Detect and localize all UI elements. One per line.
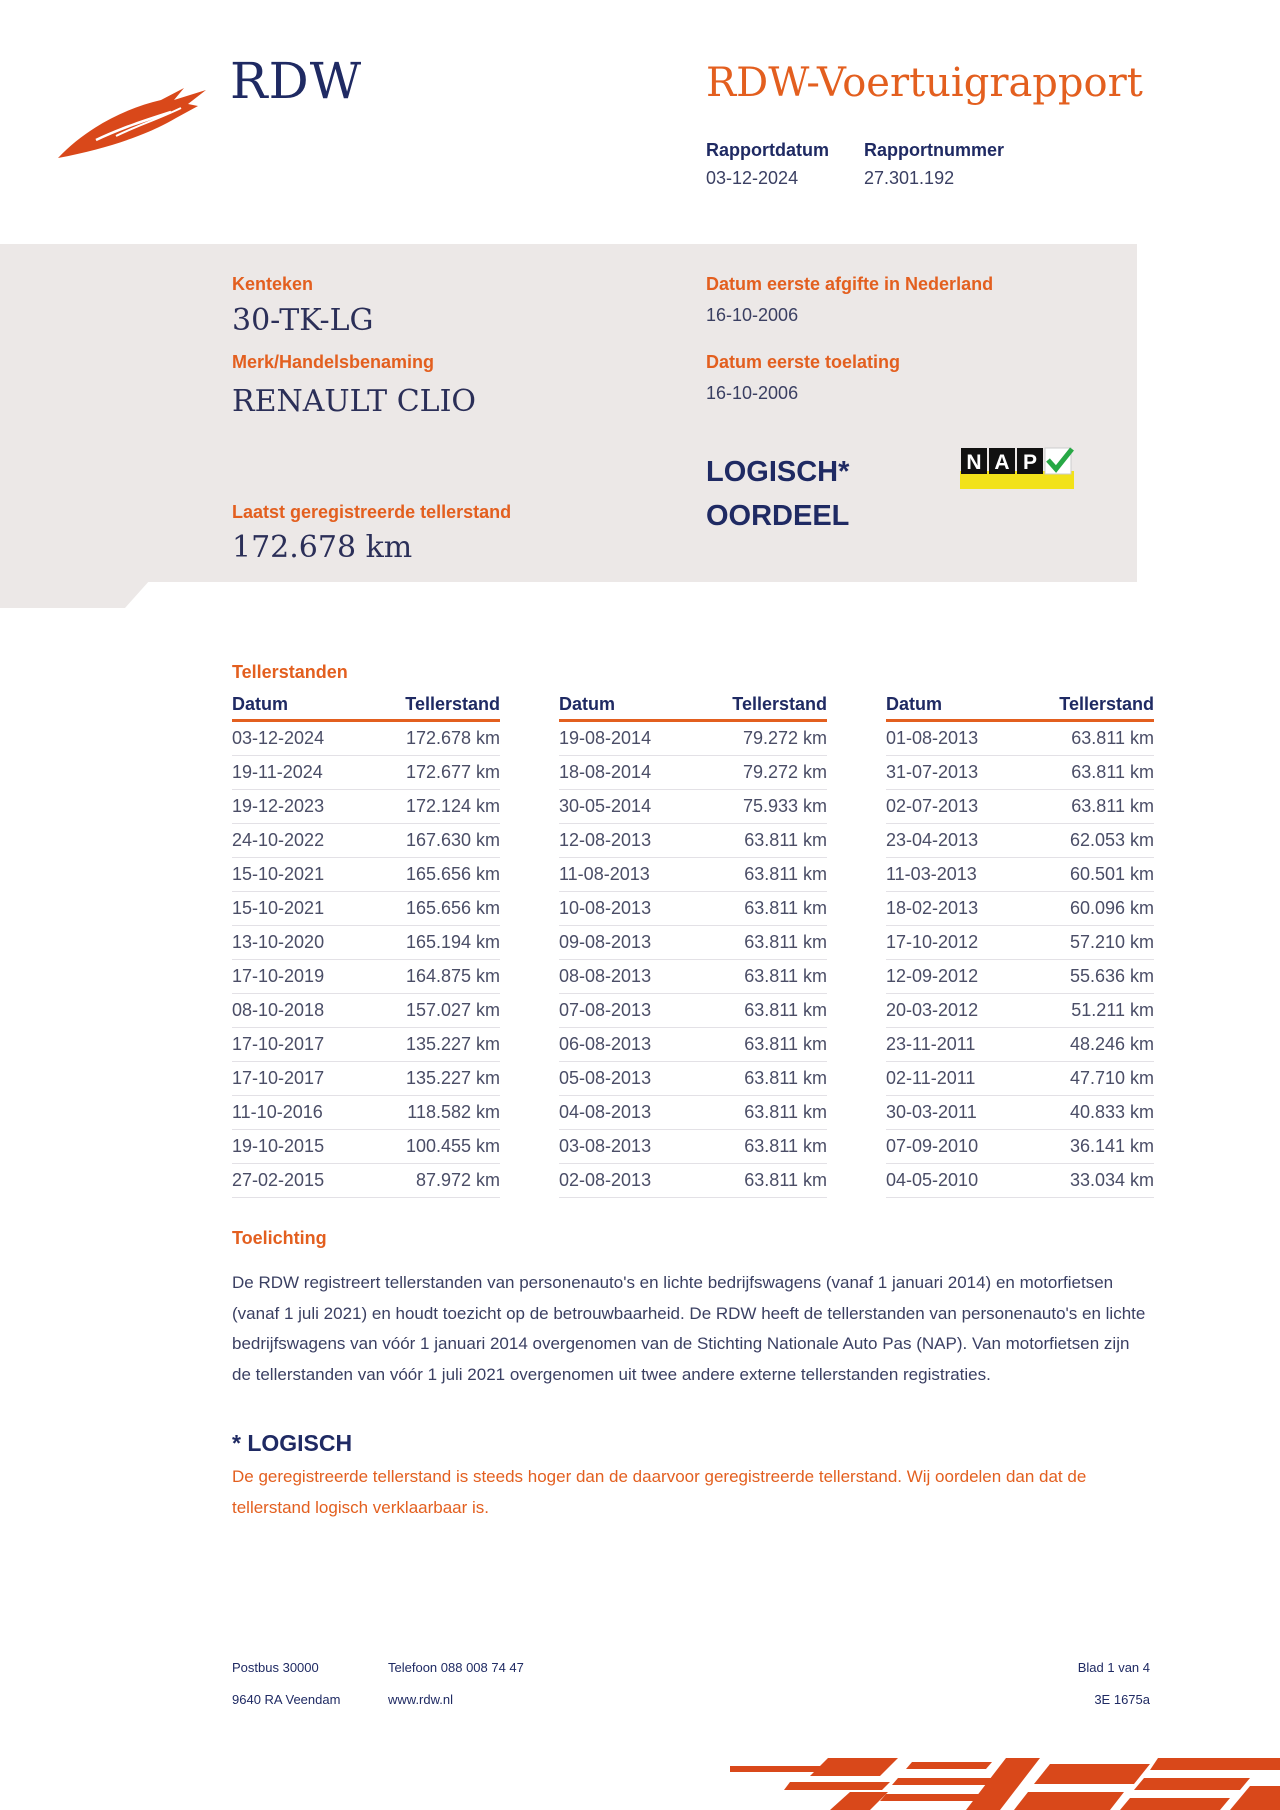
odometer-row xyxy=(232,1062,500,1096)
odometer-row xyxy=(886,824,1154,858)
reading-date: 01-08-2013 xyxy=(886,721,1018,756)
reading-date: 11-10-2016 xyxy=(232,1096,364,1130)
odometer-table-3 xyxy=(886,690,1154,1198)
reading-km: 167.630 km xyxy=(364,824,500,858)
reading-date: 13-10-2020 xyxy=(232,926,364,960)
verdict-label: OORDEEL xyxy=(706,500,850,532)
reading-km: 63.811 km xyxy=(691,824,827,858)
reading-km: 33.034 km xyxy=(1018,1164,1154,1198)
reading-km: 63.811 km xyxy=(691,1164,827,1198)
footer-page-number: Blad 1 van 4 xyxy=(1077,1660,1150,1675)
nap-letter-n: N xyxy=(966,451,982,474)
reading-date: 18-02-2013 xyxy=(886,892,1018,926)
odometer-row xyxy=(559,1028,827,1062)
reading-date: 30-05-2014 xyxy=(559,790,691,824)
kenteken-value: 30-TK-LG xyxy=(232,303,374,338)
odometer-row xyxy=(559,1096,827,1130)
odometer-row xyxy=(886,721,1154,756)
odometer-row xyxy=(886,1062,1154,1096)
odometer-row xyxy=(232,756,500,790)
reading-date: 08-08-2013 xyxy=(559,960,691,994)
reading-km: 57.210 km xyxy=(1018,926,1154,960)
last-odometer-label: Laatst geregistreerde tellerstand xyxy=(232,502,512,522)
footer-address-line1: Postbus 30000 xyxy=(232,1660,319,1675)
footer-document-code: 3E 1675a xyxy=(1094,1692,1150,1707)
reading-km: 63.811 km xyxy=(691,1096,827,1130)
reading-km: 79.272 km xyxy=(691,756,827,790)
reading-date: 31-07-2013 xyxy=(886,756,1018,790)
reading-date: 10-08-2013 xyxy=(559,892,691,926)
verdict-status: LOGISCH* xyxy=(706,456,850,488)
last-odometer-value: 172.678 km xyxy=(232,530,413,565)
footer-phone: Telefoon 088 008 74 47 xyxy=(388,1660,524,1675)
reading-km: 62.053 km xyxy=(1018,824,1154,858)
reading-km: 63.811 km xyxy=(691,892,827,926)
odometer-row xyxy=(886,1096,1154,1130)
brand-name: RDW xyxy=(230,52,363,110)
reading-km: 40.833 km xyxy=(1018,1096,1154,1130)
reading-date: 27-02-2015 xyxy=(232,1164,364,1198)
reading-date: 04-05-2010 xyxy=(886,1164,1018,1198)
odometer-row xyxy=(559,1164,827,1198)
reading-date: 11-03-2013 xyxy=(886,858,1018,892)
odometer-row xyxy=(886,1130,1154,1164)
merk-value: RENAULT CLIO xyxy=(232,384,477,419)
odometer-row xyxy=(559,1130,827,1164)
odometer-row xyxy=(232,892,500,926)
reading-km: 36.141 km xyxy=(1018,1130,1154,1164)
reading-km: 48.246 km xyxy=(1018,1028,1154,1062)
reading-date: 19-08-2014 xyxy=(559,721,691,756)
reading-km: 135.227 km xyxy=(364,1028,500,1062)
reading-km: 63.811 km xyxy=(691,858,827,892)
odometer-row xyxy=(886,790,1154,824)
first-admission-value: 16-10-2006 xyxy=(706,383,799,403)
reading-km: 63.811 km xyxy=(691,1062,827,1096)
reading-date: 12-08-2013 xyxy=(559,824,691,858)
reading-date: 03-08-2013 xyxy=(559,1130,691,1164)
reading-km: 172.677 km xyxy=(364,756,500,790)
odometer-row xyxy=(559,721,827,756)
odometer-row xyxy=(232,1130,500,1164)
reading-km: 100.455 km xyxy=(364,1130,500,1164)
odometer-row xyxy=(232,1028,500,1062)
reading-km: 47.710 km xyxy=(1018,1062,1154,1096)
odometer-row xyxy=(559,756,827,790)
reading-date: 17-10-2017 xyxy=(232,1062,364,1096)
reading-date: 17-10-2019 xyxy=(232,960,364,994)
nap-letter-p: P xyxy=(1022,451,1038,474)
reading-date: 06-08-2013 xyxy=(559,1028,691,1062)
odometer-row xyxy=(559,892,827,926)
reading-km: 165.656 km xyxy=(364,892,500,926)
odometer-row xyxy=(886,1028,1154,1062)
reading-km: 63.811 km xyxy=(691,1130,827,1164)
report-number: 27.301.192 xyxy=(864,168,955,188)
first-registration-nl-value: 16-10-2006 xyxy=(706,305,799,325)
report-date-label: Rapportdatum xyxy=(706,140,829,160)
reading-km: 135.227 km xyxy=(364,1062,500,1096)
column-header-odometer: Tellerstand xyxy=(691,690,827,721)
reading-km: 79.272 km xyxy=(691,721,827,756)
reading-date: 30-03-2011 xyxy=(886,1096,1018,1130)
report-title: RDW-Voertuigrapport xyxy=(706,60,1143,106)
reading-date: 07-09-2010 xyxy=(886,1130,1018,1164)
reading-date: 11-08-2013 xyxy=(559,858,691,892)
first-admission-label: Datum eerste toelating xyxy=(706,352,901,372)
reading-date: 02-07-2013 xyxy=(886,790,1018,824)
reading-km: 63.811 km xyxy=(691,960,827,994)
odometer-row xyxy=(232,1164,500,1198)
reading-km: 51.211 km xyxy=(1018,994,1154,1028)
column-header-date: Datum xyxy=(559,690,691,721)
reading-date: 07-08-2013 xyxy=(559,994,691,1028)
explanation-text: De RDW registreert tellerstanden van personenauto's en lichte bedrijfswagens (vanaf 1 januari 2014) en motorfietsen (vanaf 1 juli 2021) en houdt toezicht op de betrouwbaarheid. De RDW heeft de tellerstanden van personenauto's en lichte bedrijfswagens van vóór 1 januari 2014 overgenomen van de Stichting Nationale Auto Pas (NAP). Van motorfietsen zijn de tellerstanden van vóór 1 juli 2021 overgenomen uit twee andere externe tellerstanden registraties. xyxy=(232,1273,1146,1384)
odometer-row xyxy=(232,790,500,824)
reading-km: 164.875 km xyxy=(364,960,500,994)
reading-km: 165.656 km xyxy=(364,858,500,892)
reading-date: 19-10-2015 xyxy=(232,1130,364,1164)
reading-km: 75.933 km xyxy=(691,790,827,824)
reading-km: 60.096 km xyxy=(1018,892,1154,926)
reading-km: 172.124 km xyxy=(364,790,500,824)
footer-stripes-icon xyxy=(730,1756,1280,1810)
odometer-row xyxy=(886,926,1154,960)
odometer-row xyxy=(886,1164,1154,1198)
odometer-row xyxy=(559,1062,827,1096)
reading-date: 17-10-2017 xyxy=(232,1028,364,1062)
odometer-row xyxy=(886,994,1154,1028)
reading-km: 60.501 km xyxy=(1018,858,1154,892)
column-header-odometer: Tellerstand xyxy=(364,690,500,721)
reading-date: 15-10-2021 xyxy=(232,892,364,926)
reading-km: 55.636 km xyxy=(1018,960,1154,994)
reading-date: 19-12-2023 xyxy=(232,790,364,824)
merk-label: Merk/Handelsbenaming xyxy=(232,352,435,372)
panel-notch xyxy=(0,580,150,610)
odometer-row xyxy=(559,994,827,1028)
odometer-row xyxy=(886,960,1154,994)
explanation-title: Toelichting xyxy=(232,1228,327,1248)
logisch-heading: * LOGISCH xyxy=(232,1430,353,1456)
first-registration-nl-label: Datum eerste afgifte in Nederland xyxy=(706,274,994,294)
reading-date: 05-08-2013 xyxy=(559,1062,691,1096)
nap-check-icon xyxy=(960,445,1074,489)
reading-km: 63.811 km xyxy=(691,926,827,960)
reading-date: 17-10-2012 xyxy=(886,926,1018,960)
reading-date: 02-11-2011 xyxy=(886,1062,1018,1096)
reading-date: 08-10-2018 xyxy=(232,994,364,1028)
odometer-row xyxy=(559,790,827,824)
odometer-row xyxy=(232,994,500,1028)
odometer-row xyxy=(559,824,827,858)
verdict xyxy=(706,450,849,538)
reading-km: 63.811 km xyxy=(691,1028,827,1062)
reading-date: 24-10-2022 xyxy=(232,824,364,858)
odometer-row xyxy=(232,926,500,960)
reading-date: 04-08-2013 xyxy=(559,1096,691,1130)
reading-date: 12-09-2012 xyxy=(886,960,1018,994)
reading-km: 118.582 km xyxy=(364,1096,500,1130)
reading-km: 165.194 km xyxy=(364,926,500,960)
footer-address-line2: 9640 RA Veendam xyxy=(232,1692,341,1707)
odometer-row xyxy=(232,721,500,756)
reading-km: 63.811 km xyxy=(691,994,827,1028)
odometer-row xyxy=(232,1096,500,1130)
reading-date: 09-08-2013 xyxy=(559,926,691,960)
odometer-row xyxy=(559,926,827,960)
report-date: 03-12-2024 xyxy=(706,168,799,188)
odometer-section-title: Tellerstanden xyxy=(232,662,348,682)
reading-date: 23-04-2013 xyxy=(886,824,1018,858)
rdw-logo-icon xyxy=(56,78,216,168)
column-header-odometer: Tellerstand xyxy=(1018,690,1154,721)
odometer-table-2 xyxy=(559,690,827,1198)
odometer-row xyxy=(886,756,1154,790)
reading-date: 23-11-2011 xyxy=(886,1028,1018,1062)
odometer-row xyxy=(232,824,500,858)
reading-date: 15-10-2021 xyxy=(232,858,364,892)
logisch-text: De geregistreerde tellerstand is steeds hoger dan de daarvoor geregistreerde tellerstand. Wij oordelen dan dat de tellerstand logisch verklaarbaar is. xyxy=(232,1467,1087,1517)
reading-km: 63.811 km xyxy=(1018,756,1154,790)
reading-date: 18-08-2014 xyxy=(559,756,691,790)
reading-km: 157.027 km xyxy=(364,994,500,1028)
reading-km: 63.811 km xyxy=(1018,721,1154,756)
reading-km: 172.678 km xyxy=(364,721,500,756)
reading-date: 19-11-2024 xyxy=(232,756,364,790)
reading-km: 87.972 km xyxy=(364,1164,500,1198)
kenteken-label: Kenteken xyxy=(232,274,314,294)
report-number-label: Rapportnummer xyxy=(864,140,1005,160)
column-header-date: Datum xyxy=(232,690,364,721)
reading-date: 02-08-2013 xyxy=(559,1164,691,1198)
nap-letter-a: A xyxy=(994,451,1010,474)
column-header-date: Datum xyxy=(886,690,1018,721)
odometer-table-1 xyxy=(232,690,500,1198)
odometer-row xyxy=(559,858,827,892)
odometer-row xyxy=(886,892,1154,926)
footer-website[interactable]: www.rdw.nl xyxy=(388,1692,454,1707)
odometer-row xyxy=(232,858,500,892)
odometer-row xyxy=(232,960,500,994)
odometer-row xyxy=(886,858,1154,892)
reading-date: 03-12-2024 xyxy=(232,721,364,756)
reading-km: 63.811 km xyxy=(1018,790,1154,824)
odometer-row xyxy=(559,960,827,994)
reading-date: 20-03-2012 xyxy=(886,994,1018,1028)
